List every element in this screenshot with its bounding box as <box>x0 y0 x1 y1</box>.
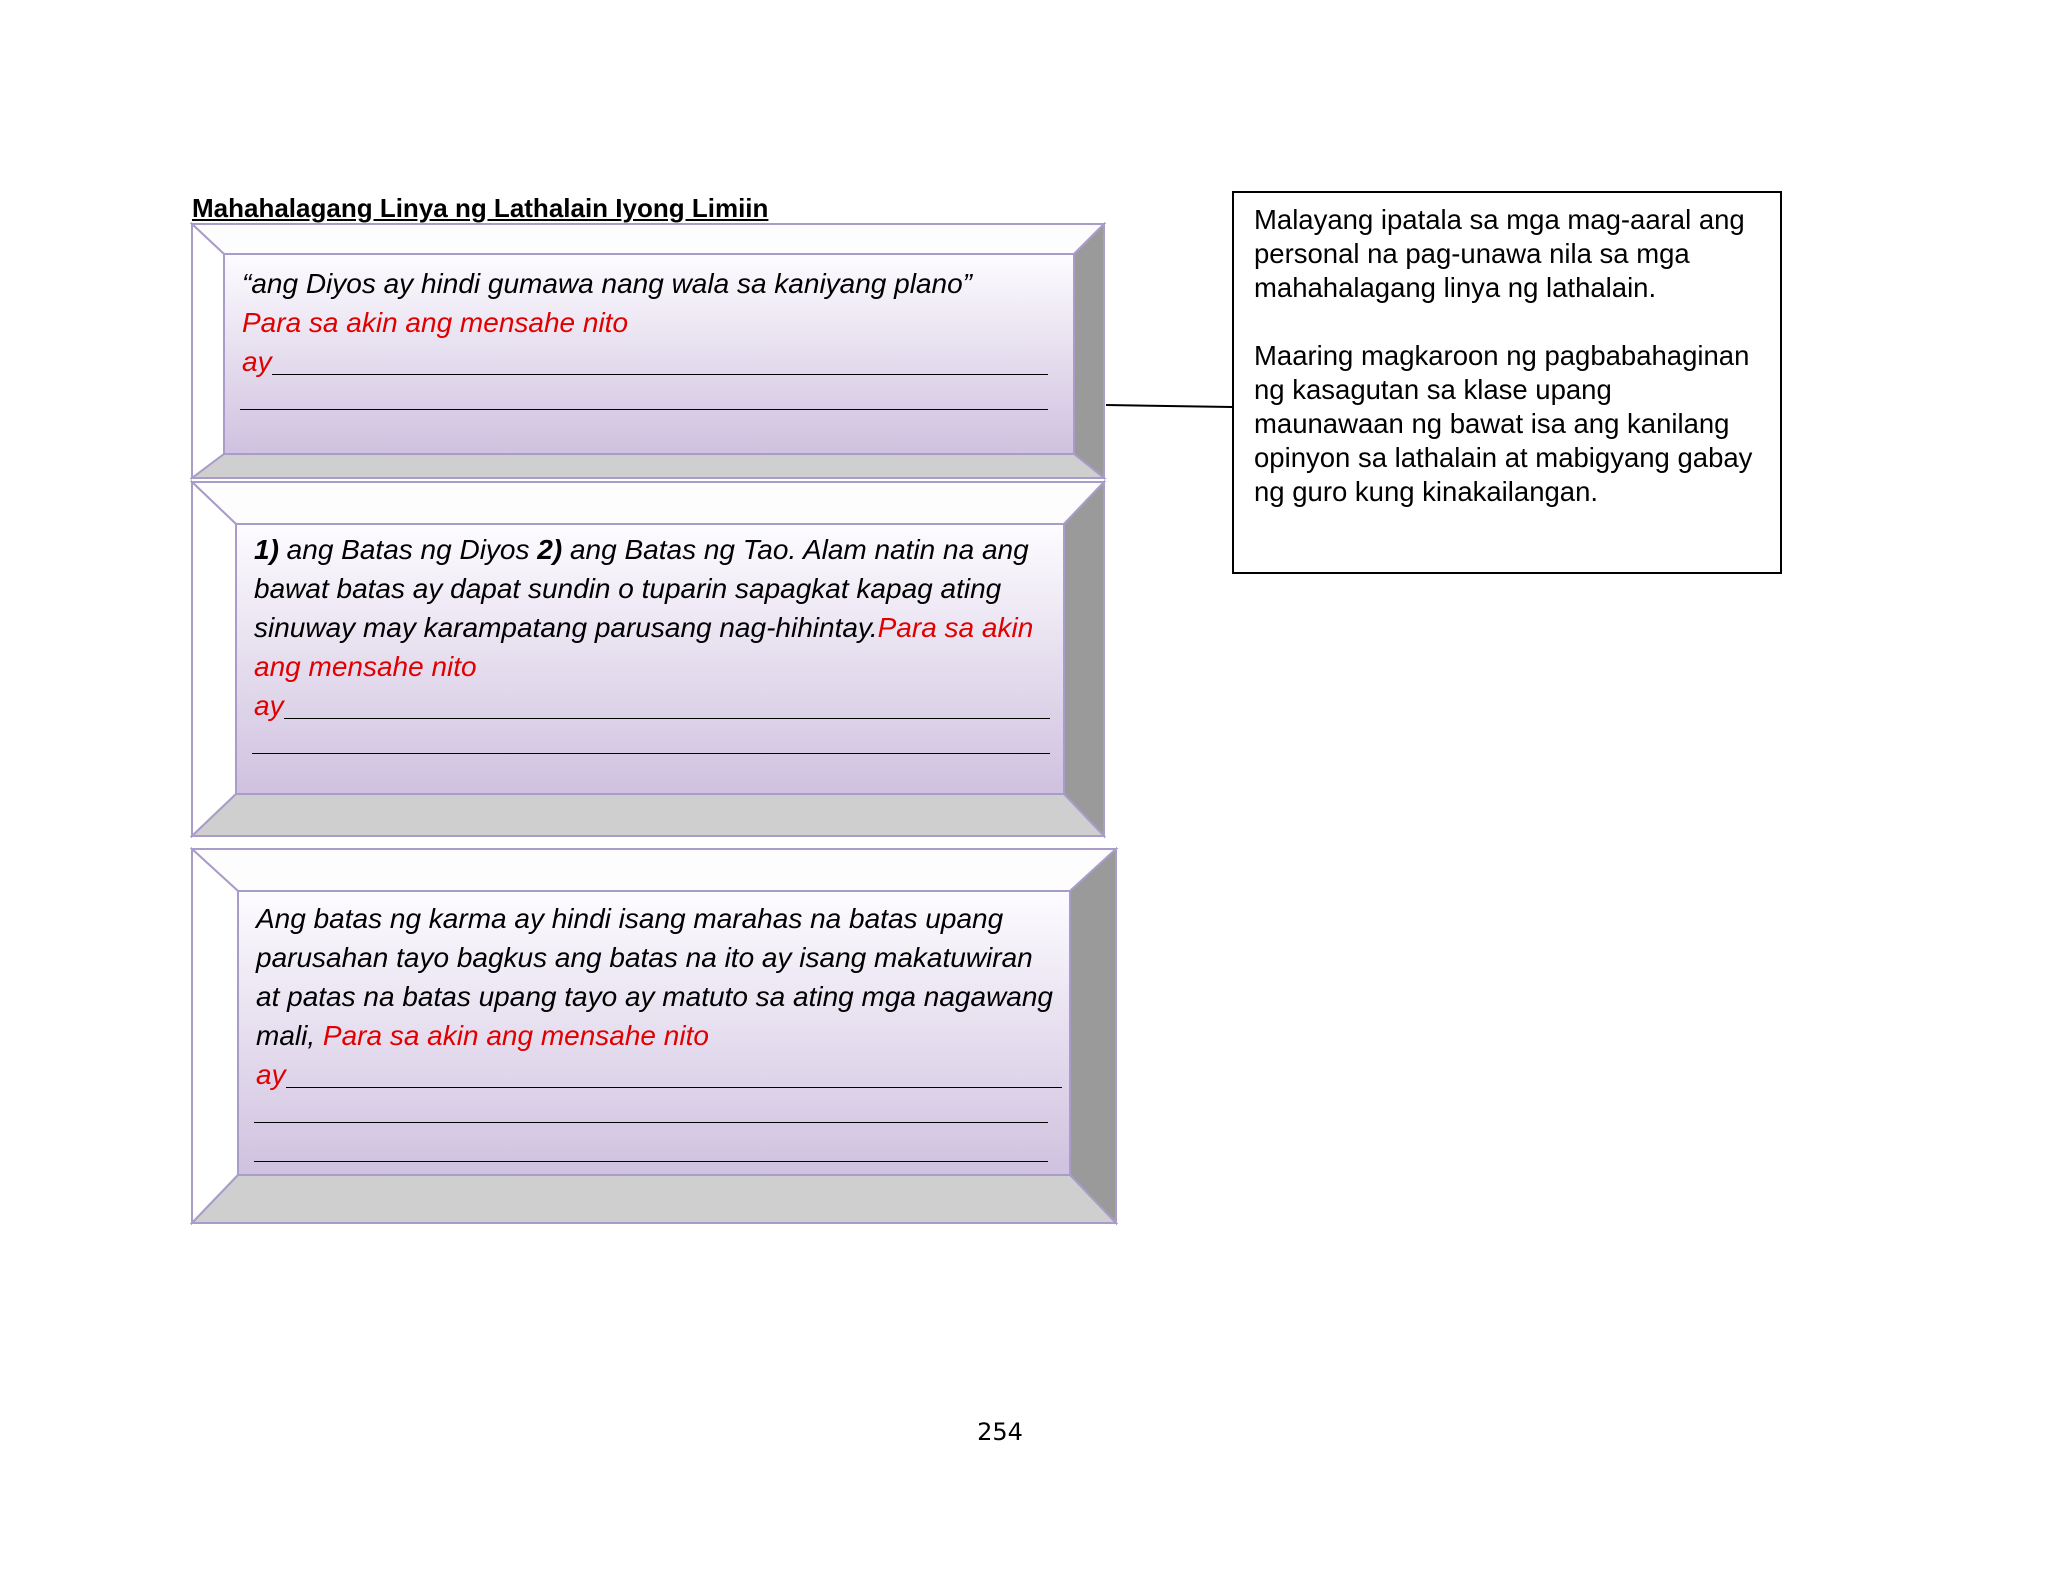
prompt-text-2: Para sa akin ang mensahe nito <box>254 612 1034 682</box>
note-paragraph-2: Maaring magkaroon ng pagbabahaginan ng kasagutan sa klase upang maunawaan ng bawat isa ang kanilang opinyon sa lathalain at mabigyang gabay ng guro kung kinakailangan. <box>1254 340 1753 507</box>
quote-box-2 <box>190 480 1110 840</box>
answer-line-2b[interactable] <box>252 753 1050 754</box>
note-paragraph-1: Malayang ipatala sa mga mag-aaral ang personal na pag-unawa nila sa mga mahahalagang linya ng lathalain. <box>1254 204 1745 303</box>
ay-label-3: ay <box>256 1059 286 1090</box>
page-number: 254 <box>977 1418 1023 1446</box>
number-2: 2) <box>537 534 563 565</box>
prompt-text-1: Para sa akin ang mensahe nito <box>242 307 629 338</box>
body-text-3 <box>256 899 1062 1055</box>
quote-box-1 <box>190 222 1110 480</box>
prompt-text-3: Para sa akin ang mensahe nito <box>322 1020 709 1051</box>
ay-label-2: ay <box>254 690 284 721</box>
answer-line-2a[interactable] <box>284 717 1050 719</box>
quote-text-1: “ang Diyos ay hindi gumawa nang wala sa kaniyang plano” <box>242 268 972 299</box>
page-heading: Mahahalagang Linya ng Lathalain Iyong Limiin <box>192 193 769 223</box>
teacher-note-box <box>1232 191 1782 574</box>
quote-box-3 <box>190 847 1120 1229</box>
number-1: 1) <box>254 534 279 565</box>
law-of-god-text: ang Batas ng Diyos <box>278 534 538 565</box>
answer-line-3b[interactable] <box>254 1122 1048 1123</box>
ay-label-1: ay <box>242 346 272 377</box>
law-explanation-text: ang Batas ng Tao. Alam natin na ang bawat batas ay dapat sundin o tuparin sapagkat kapag ating sinuway may karampatang parusang nag-hihintay. <box>254 534 1029 643</box>
answer-line-3c[interactable] <box>254 1161 1048 1162</box>
answer-line-3a[interactable] <box>286 1086 1062 1088</box>
answer-line-1b[interactable] <box>240 409 1048 410</box>
body-text-2 <box>254 530 1050 686</box>
answer-line-1a[interactable] <box>272 373 1048 375</box>
karma-text: Ang batas ng karma ay hindi isang marahas na batas upang parusahan tayo bagkus ang batas na ito ay isang makatuwiran at patas na batas upang tayo ay matuto sa ating mga nagawang mali, <box>256 903 1054 1051</box>
